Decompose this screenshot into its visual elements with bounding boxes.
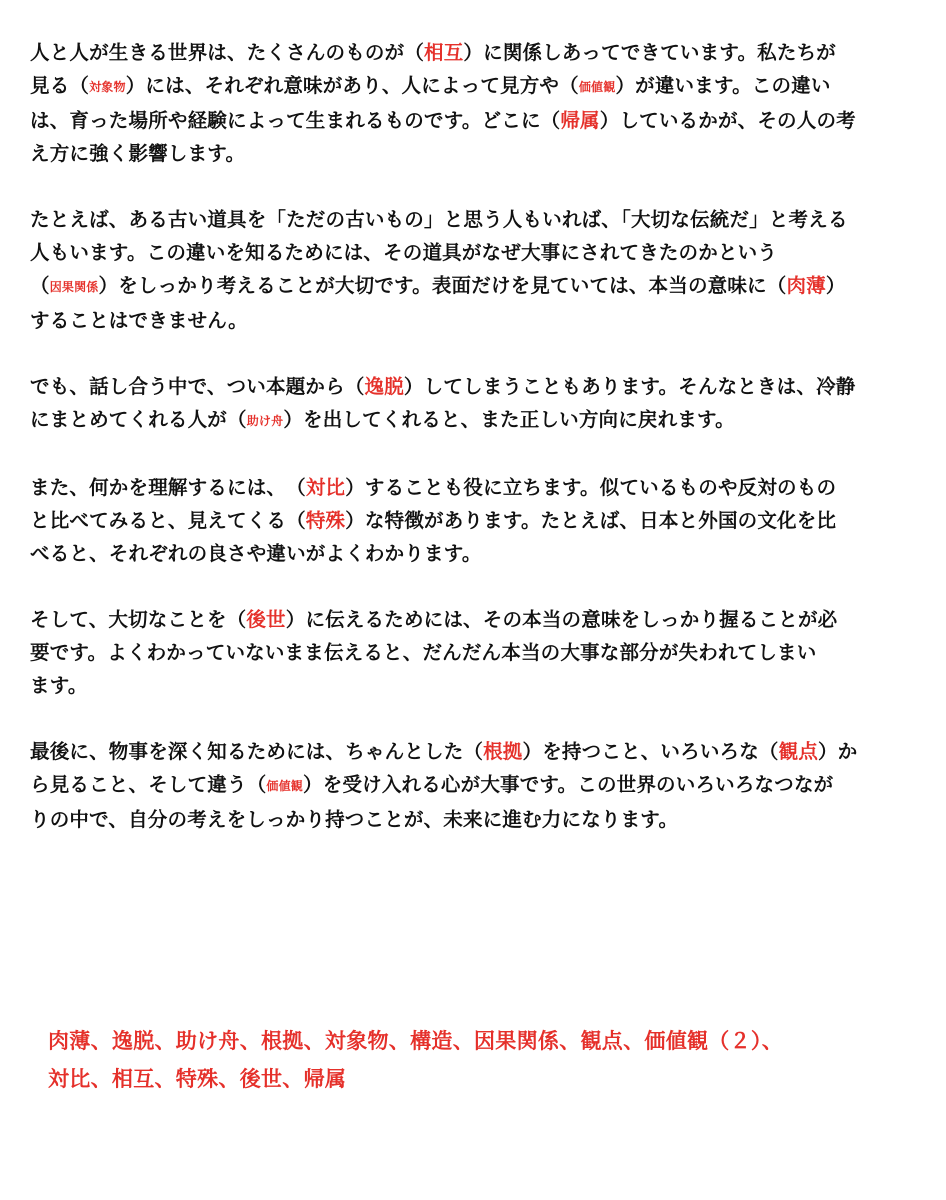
text-line [30, 669, 916, 702]
answer-blank [247, 768, 323, 803]
close-paren: ） [818, 740, 838, 763]
text-segment: に伝えるためには、その本当の意味をしっかり握ることが必 [305, 608, 838, 631]
open-paren: （ [246, 773, 267, 796]
open-paren: （ [540, 109, 561, 132]
answer-term: 因果関係 [49, 280, 99, 294]
answer-blank [404, 36, 483, 69]
passage [30, 36, 916, 836]
text-line [30, 36, 916, 69]
answer-term: 価値観 [266, 779, 304, 793]
answer-blank [759, 735, 838, 768]
text-line [30, 403, 916, 438]
paragraph [30, 370, 916, 438]
text-line [30, 603, 916, 636]
answer-blank [463, 735, 542, 768]
answer-term: 価値観 [578, 80, 616, 94]
close-paren: ） [599, 109, 620, 132]
close-paren: ） [615, 74, 636, 97]
text-segment: 見る [30, 74, 70, 97]
close-paren: ） [522, 740, 543, 763]
close-paren: ） [98, 274, 119, 297]
close-paren: ） [345, 476, 365, 499]
text-segment: が違います。この違い [635, 74, 831, 97]
open-paren: （ [463, 740, 484, 763]
close-paren: ） [283, 408, 304, 431]
text-line [30, 104, 916, 137]
text-line [30, 636, 916, 669]
answer-blank [286, 504, 365, 537]
text-segment: をしっかり考えることが大切です。表面だけを見ていては、本当の意味に [118, 274, 767, 297]
text-segment: か [837, 740, 858, 763]
text-segment: には、それぞれ意味があり、人によって見方や [145, 74, 560, 97]
paragraph [30, 471, 916, 570]
text-segment: 最後に、物事を深く知るためには、ちゃんとした [30, 740, 464, 763]
text-segment: 人もいます。この違いを知るためには、その道具がなぜ大事にされてきたのかという [30, 241, 778, 264]
text-line [30, 269, 916, 304]
answer-blank [30, 269, 118, 304]
text-segment: ます。 [30, 674, 88, 697]
open-paren: （ [404, 41, 425, 64]
close-paren: ） [463, 41, 484, 64]
answer-term: 肉薄 [786, 274, 826, 297]
answer-blank [69, 69, 145, 104]
text-segment: することはできません。 [30, 309, 248, 332]
answer-term: 逸脱 [364, 375, 404, 398]
answer-blank [767, 269, 846, 302]
text-segment: に関係しあってできています。私たちが [483, 41, 836, 64]
open-paren: （ [226, 608, 247, 631]
text-segment: たとえば、ある古い道具を「ただの古いもの」と思う人もいれば、「大切な伝統だ」と考える [30, 208, 848, 231]
close-paren: ） [403, 375, 424, 398]
answer-blank [559, 69, 635, 104]
open-paren: （ [344, 375, 365, 398]
text-segment: してしまうこともあります。そんなときは、冷静 [423, 375, 856, 398]
answer-blank [227, 403, 303, 438]
answer-term: 相互 [424, 41, 464, 64]
answer-blank [345, 370, 424, 403]
text-line [30, 471, 916, 504]
text-segment: を出してくれると、また正しい方向に戻れます。 [303, 408, 735, 431]
word-bank-line: 肉薄、逸脱、助け舟、根拠、対象物、構造、因果関係、観点、価値観（２）、 [48, 1029, 783, 1053]
answer-blank [286, 471, 365, 504]
answer-term: 根拠 [483, 740, 523, 763]
close-paren: ） [303, 773, 323, 796]
text-line [30, 768, 916, 803]
open-paren: （ [227, 408, 247, 431]
paragraph [30, 203, 916, 337]
open-paren: （ [69, 74, 90, 97]
text-line [30, 370, 916, 403]
answer-term: 特殊 [305, 509, 346, 532]
answer-term: 後世 [246, 608, 286, 631]
text-segment: 人と人が生きる世界は、たくさんのものが [30, 41, 405, 64]
answer-term: 対象物 [89, 80, 126, 94]
word-bank-line: 対比、相互、特殊、後世、帰属 [48, 1067, 347, 1091]
open-paren: （ [30, 274, 50, 297]
close-paren: ） [125, 74, 146, 97]
text-segment: することも役に立ちます。似ているものや反対のもの [364, 476, 837, 499]
text-segment: ら見ること、そして違う [30, 773, 247, 796]
text-line [30, 203, 916, 236]
open-paren: （ [758, 740, 779, 763]
paragraph [30, 603, 916, 702]
text-segment: を受け入れる心が大事です。この世界のいろいろなつなが [322, 773, 834, 796]
text-segment: そして、大切なことを [30, 608, 227, 631]
text-segment: な特徴があります。たとえば、日本と外国の文化を比 [364, 509, 837, 532]
answer-term: 対比 [305, 476, 346, 499]
text-segment: を持つこと、いろいろな [542, 740, 759, 763]
answer-term: 助け舟 [246, 414, 284, 428]
open-paren: （ [286, 476, 306, 499]
text-line [30, 304, 916, 337]
answer-blank [227, 603, 306, 636]
text-line [30, 735, 916, 768]
open-paren: （ [559, 74, 579, 97]
text-segment: にまとめてくれる人が [30, 408, 228, 431]
close-paren: ） [285, 608, 306, 631]
text-segment: また、何かを理解するには、 [30, 476, 287, 499]
text-segment: は、育った場所や経験によって生まれるものです。どこに [30, 109, 541, 132]
word-bank [48, 1022, 918, 1098]
answer-term: 観点 [778, 740, 819, 763]
text-segment: べると、それぞれの良さや違いがよくわかります。 [30, 542, 482, 565]
answer-term: 帰属 [560, 109, 600, 132]
text-segment: でも、話し合う中で、つい本題から [30, 375, 345, 398]
text-segment: 要です。よくわかっていないまま伝えると、だんだん本当の大事な部分が失われてしまい [30, 641, 817, 664]
text-line [30, 236, 916, 269]
open-paren: （ [766, 274, 787, 297]
paragraph [30, 735, 916, 836]
text-segment: と比べてみると、見えてくる [30, 509, 287, 532]
text-line [30, 803, 916, 836]
text-segment: え方に強く影響します。 [30, 142, 246, 165]
text-line [30, 137, 916, 170]
close-paren: ） [345, 509, 365, 532]
text-segment: しているかが、その人の考 [619, 109, 856, 132]
text-line [30, 504, 916, 537]
open-paren: （ [286, 509, 306, 532]
close-paren: ） [825, 274, 846, 297]
text-segment: りの中で、自分の考えをしっかり持つことが、未来に進む力になります。 [30, 808, 679, 831]
text-line [30, 69, 916, 104]
answer-blank [541, 104, 620, 137]
text-line [30, 537, 916, 570]
paragraph [30, 36, 916, 170]
